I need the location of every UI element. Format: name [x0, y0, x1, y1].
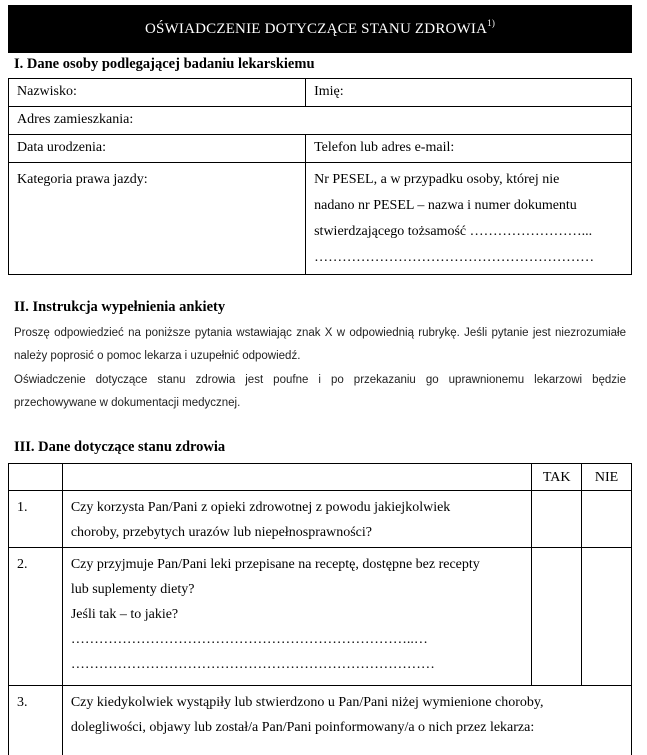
surname-field[interactable]: [9, 79, 306, 107]
answer-no-cell[interactable]: [582, 548, 632, 686]
question-text: [62, 491, 531, 548]
pesel-field[interactable]: [306, 163, 632, 275]
instructions-paragraph-1: Proszę odpowiedzieć na poniższe pytania wstawiając znak X w odpowiednią rubrykę. Jeśli pytanie jest niezrozumiałe należy poprosić o pomoc lekarza i uzupełnić odpowiedź.: [14, 327, 626, 363]
column-header-no: NIE: [582, 464, 632, 491]
contact-field[interactable]: [306, 135, 632, 163]
license-category-label: Kategoria prawa jazdy:: [17, 172, 148, 187]
question-number: 1.: [9, 491, 63, 548]
answer-dotted-line[interactable]: ……………………………………………………………………: [70, 657, 435, 672]
contact-label: Telefon lub adres e-mail:: [314, 140, 455, 155]
birthdate-field[interactable]: [9, 135, 306, 163]
question-line: Czy korzysta Pan/Pani z opieki zdrowotnej z powodu jakiejkolwiek: [70, 500, 451, 515]
answer-dotted-line[interactable]: ………………………………………………………………..…: [70, 632, 428, 647]
answer-no-cell[interactable]: [582, 491, 632, 548]
health-questions-table: [8, 463, 632, 755]
personal-data-table: [8, 78, 632, 275]
question-number: 2.: [9, 548, 63, 686]
title-footnote: 1): [487, 18, 496, 28]
surname-label: Nazwisko:: [17, 84, 77, 99]
header-empty-num: [9, 464, 63, 491]
instructions-paragraph-2: Oświadczenie dotyczące stanu zdrowia jest poufne i po przekazaniu go uprawnionemu lekarzowi będzie przechowywane w dokumentacji medycznej.: [14, 373, 626, 410]
answer-yes-cell[interactable]: [532, 548, 582, 686]
name-field[interactable]: [306, 79, 632, 107]
question-line: dolegliwości, objawy lub został/a Pan/Pani poinformowany/a o nich przez lekarza:: [70, 720, 535, 735]
pesel-line: stwierdzającego tożsamość ……………………...: [314, 224, 593, 239]
license-category-field[interactable]: [9, 163, 306, 275]
question-number: 3.: [9, 686, 63, 755]
pesel-line: nadano nr PESEL – nazwa i numer dokumentu: [314, 198, 577, 213]
header-empty-question: [62, 464, 531, 491]
pesel-line: Nr PESEL, a w przypadku osoby, której nie: [314, 172, 560, 187]
section2-heading: II. Instrukcja wypełnienia ankiety: [14, 299, 226, 315]
answer-yes-cell[interactable]: [532, 491, 582, 548]
question-line: choroby, przebytych urazów lub niepełnosprawności?: [70, 525, 372, 540]
address-field[interactable]: [9, 107, 632, 135]
section1-heading: I. Dane osoby podlegającej badaniu lekarskiemu: [14, 56, 315, 72]
pesel-line: ……………………………………………………: [314, 250, 595, 265]
form-title: [8, 5, 632, 53]
form-title-text: OŚWIADCZENIE DOTYCZĄCE STANU ZDROWIA: [144, 20, 488, 37]
birthdate-label: Data urodzenia:: [17, 140, 107, 155]
question-line: Czy kiedykolwiek wystąpiły lub stwierdzono u Pan/Pani niżej wymienione choroby,: [70, 695, 544, 710]
name-label: Imię:: [314, 84, 344, 99]
question-line: Jeśli tak – to jakie?: [70, 607, 179, 622]
section3-heading: III. Dane dotyczące stanu zdrowia: [14, 439, 226, 455]
question-text: [62, 548, 531, 686]
instructions: [14, 322, 626, 416]
address-label: Adres zamieszkania:: [17, 112, 134, 127]
question-line: lub suplementy diety?: [70, 582, 195, 597]
column-header-yes: TAK: [532, 464, 582, 491]
question-line: Czy przyjmuje Pan/Pani leki przepisane na receptę, dostępne bez recepty: [70, 557, 480, 572]
question-text: [62, 686, 631, 755]
